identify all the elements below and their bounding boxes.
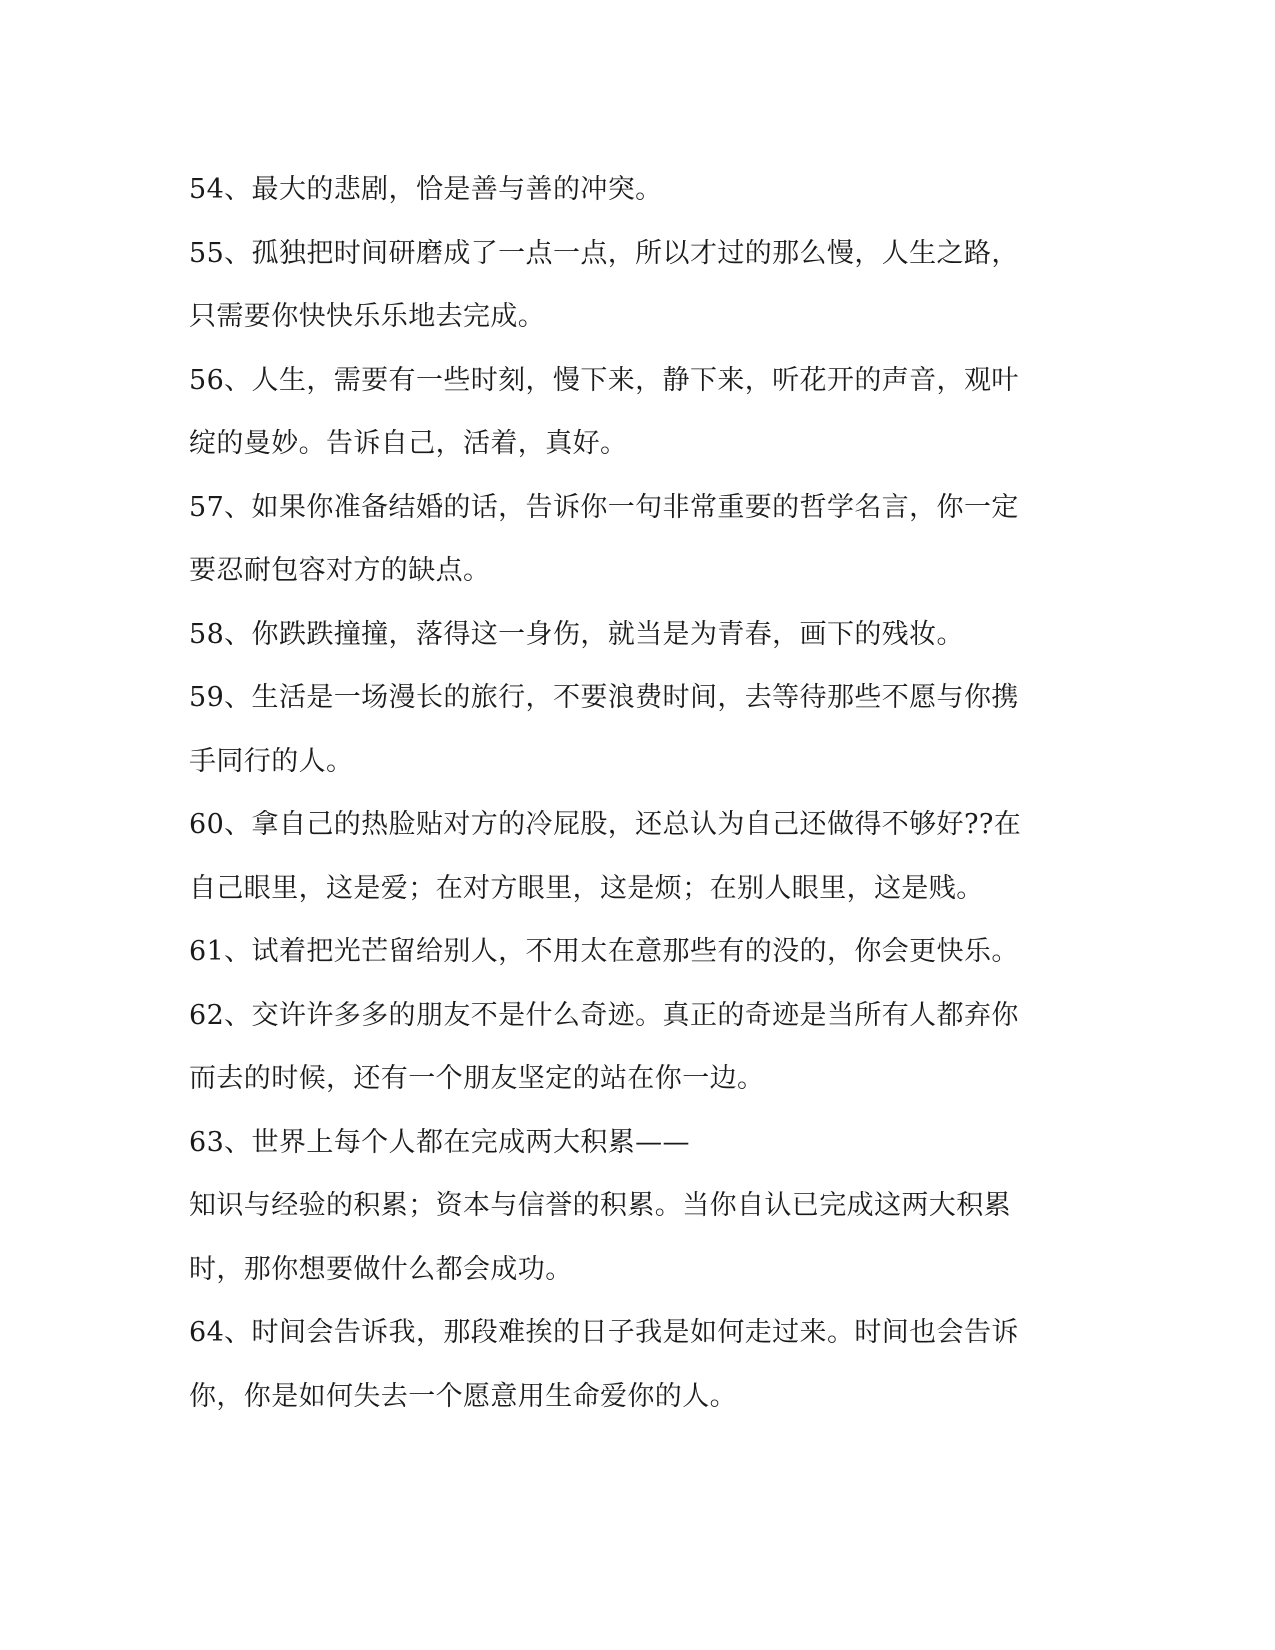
text-line: 你，你是如何失去一个愿意用生命爱你的人。 bbox=[189, 1380, 737, 1412]
text-line: 要忍耐包容对方的缺点。 bbox=[189, 555, 491, 586]
text-line: 而去的时候，还有一个朋友坚定的站在你一边。 bbox=[189, 1063, 765, 1094]
text-line: 64、时间会告诉我，那段难挨的日子我是如何走过来。时间也会告诉 bbox=[189, 1317, 1019, 1348]
text-line: 时，那你想要做什么都会成功。 bbox=[189, 1253, 573, 1285]
text-line: 手同行的人。 bbox=[189, 745, 354, 777]
text-line: 57、如果你准备结婚的话，告诉你一句非常重要的哲学名言，你一定 bbox=[189, 491, 1019, 523]
text-line: 54、最大的悲剧，恰是善与善的冲突。 bbox=[189, 174, 663, 205]
text-line: 绽的曼妙。告诉自己，活着，真好。 bbox=[189, 428, 628, 459]
text-line: 知识与经验的积累；资本与信誉的积累。当你自认已完成这两大积累 bbox=[189, 1190, 1011, 1221]
text-line: 56、人生，需要有一些时刻，慢下来，静下来，听花开的声音，观叶 bbox=[189, 364, 1019, 396]
text-line: 只需要你快快乐乐地去完成。 bbox=[189, 301, 546, 332]
text-line: 62、交许许多多的朋友不是什么奇迹。真正的奇迹是当所有人都弃你 bbox=[189, 999, 1019, 1031]
text-line: 60、拿自己的热脸贴对方的冷屁股，还总认为自己还做得不够好??在 bbox=[189, 809, 1022, 840]
text-line: 63、世界上每个人都在完成两大积累—— bbox=[189, 1126, 690, 1158]
text-body bbox=[189, 158, 1069, 1428]
text-line: 55、孤独把时间研磨成了一点一点，所以才过的那么慢，人生之路， bbox=[189, 237, 1019, 269]
text-line: 自己眼里，这是爱；在对方眼里，这是烦；在别人眼里，这是贱。 bbox=[189, 872, 984, 904]
text-line: 58、你跌跌撞撞，落得这一身伤，就当是为青春，画下的残妆。 bbox=[189, 618, 964, 650]
text-line: 59、生活是一场漫长的旅行，不要浪费时间，去等待那些不愿与你携 bbox=[189, 682, 1019, 713]
text-line: 61、试着把光芒留给别人，不用太在意那些有的没的，你会更快乐。 bbox=[189, 936, 1019, 967]
